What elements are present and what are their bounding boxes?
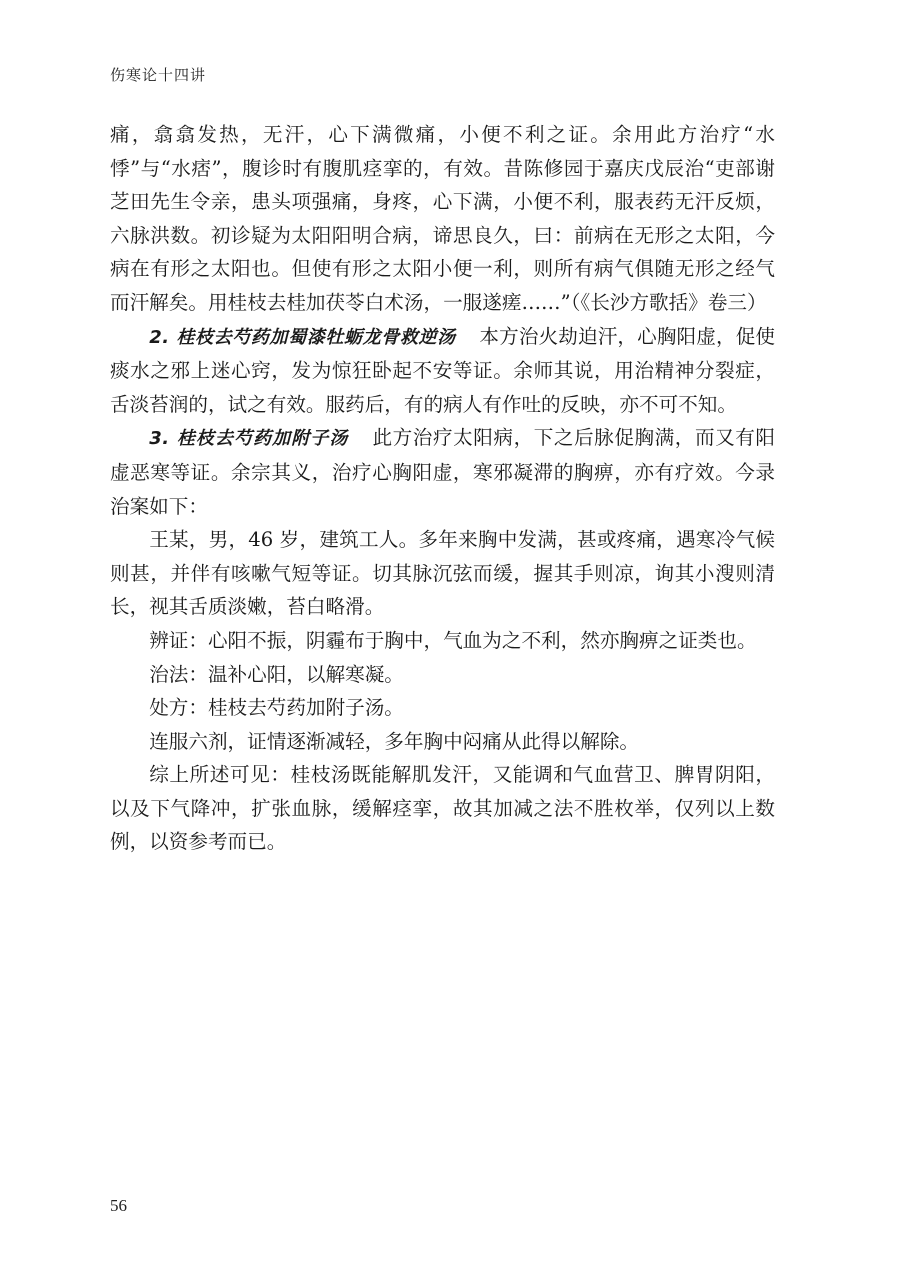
page-number: 56 [110, 1196, 127, 1215]
formula-heading-2: 2. 桂枝去芍药加蜀漆牡蛎龙骨救逆汤 [149, 326, 456, 348]
diagnosis-paragraph: 辨证：心阳不振，阴霾布于胸中，气血为之不利，然亦胸痹之证类也。 [149, 628, 757, 652]
body-text [110, 118, 775, 859]
treatment-method-paragraph: 治法：温补心阳，以解寒凝。 [149, 662, 404, 686]
paragraph-1: 痛，翕翕发热，无汗，心下满微痛，小便不利之证。余用此方治疗“水悸”与“水痞”，腹诊时有腹肌痉挛的，有效。昔陈修园于嘉庆戊辰治“吏部谢芝田先生令亲，患头项强痛，身疼，心下满，小便不利，服表药无汗反烦，六脉洪数。初诊疑为太阳阳明合病，谛思良久，曰：前病在无形之太阳，今病在有形之太阳也。但使有形之太阳小便一利，则所有病气俱随无形之经气而汗解矣。用桂枝去桂加茯苓白术汤，一服遂瘥……”（《长沙方歌括》卷三） [110, 123, 775, 314]
running-header: 伤寒论十四讲 [110, 66, 207, 84]
paragraph-2 [110, 320, 775, 422]
paragraph-3 [110, 421, 775, 523]
paragraph-3-body: 此方治疗太阳病，下之后脉促胸满，而又有阳虚恶寒等证。余宗其义，治疗心胸阳虚，寒邪凝滞的胸痹，亦有疗效。今录治案如下： [110, 426, 775, 518]
outcome-paragraph: 连服六剂，证情逐渐减轻，多年胸中闷痛从此得以解除。 [149, 729, 640, 753]
case-paragraph: 王某，男，46 岁，建筑工人。多年来胸中发满，甚或疼痛，遇寒冷气候则甚，并伴有咳嗽气短等证。切其脉沉弦而缓，握其手则凉，询其小溲则清长，视其舌质淡嫩，苔白略滑。 [110, 528, 775, 619]
prescription-paragraph: 处方：桂枝去芍药加附子汤。 [149, 696, 404, 720]
formula-heading-3: 3. 桂枝去芍药加附子汤 [149, 428, 349, 450]
summary-paragraph: 综上所述可见：桂枝汤既能解肌发汗，又能调和气血营卫、脾胃阴阳，以及下气降冲，扩张血脉，缓解痉挛，故其加减之法不胜枚举，仅列以上数例，以资参考而已。 [110, 763, 775, 854]
paragraph-2-body: 本方治火劫迫汗，心胸阳虚，促使痰水之邪上迷心窍，发为惊狂卧起不安等证。余师其说，用治精神分裂症，舌淡苔润的，试之有效。服药后，有的病人有作吐的反映，亦不可不知。 [110, 324, 776, 416]
